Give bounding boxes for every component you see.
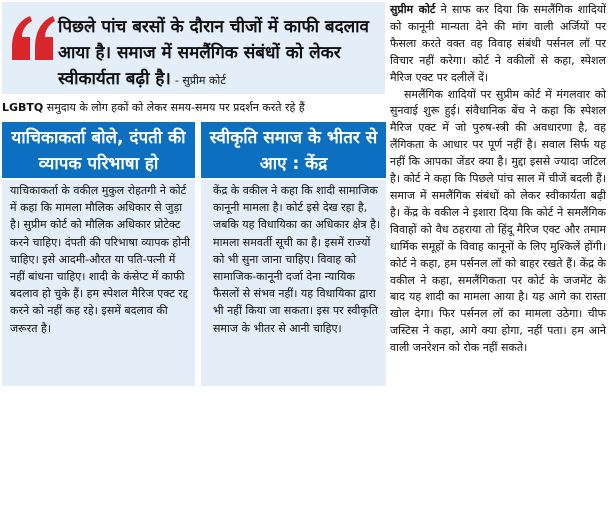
article-para-1-text: ने साफ कर दिया कि समलैंगिक शादियों को कानूनी मान्यता देने की मांग वाली अर्जियों पर फैसला करते वक्त वह विवाह संबंधी पर्सनल लॉ पर विचार नहीं करेगा। कोर्ट ने वकीलों से कहा, स्पेशल मैरिज एक्ट पर दलीलें दें। — [390, 3, 606, 84]
quote-body: पिछले पांच बरसों के दौरान चीजों में काफी बदलाव आया है। समाज में समलैंगिक संबंधों को लेकर स्वीकार्यता बढ़ी है। — [58, 17, 369, 89]
caption-text: समुदाय के लोग हकों को लेकर समय-समय पर प्रदर्शन करते रहे हैं — [46, 101, 305, 114]
article-para-1 — [390, 2, 606, 87]
right-box — [201, 180, 386, 386]
photo-caption — [2, 99, 387, 117]
left-box — [2, 180, 195, 386]
caption-lead: LGBTQ — [2, 101, 44, 114]
article-column — [390, 2, 606, 529]
quote-mark-icon — [8, 8, 58, 68]
quote-attribution: - सुप्रीम कोर्ट — [174, 74, 226, 87]
left-box-body: याचिकाकर्ता के वकील मुकुल रोहतगी ने कोर्ट में कहा कि मामला मौलिक अधिकार से जुड़ा है। सुप्रीम कोर्ट को मौलिक अधिकार प्रोटेक्ट करने चाहिए। दंपती की परिभाषा व्यापक होनी चाहिए। इसे आदमी-औरत या पति-पत्नी में नहीं बांधना चाहिए। शादी के कंसेप्ट में काफी बदलाव हो चुके हैं। हम स्पेशल मैरिज एक्ट रद्द करने को नहीं कह रहे। इसमें बदलाव की जरूरत है। — [10, 184, 191, 335]
left-box-heading: याचिकाकर्ता बोले, दंपती की व्यापक परिभाषा हो — [2, 122, 195, 178]
quote-text — [58, 14, 378, 94]
quote-box — [2, 2, 385, 94]
right-box-heading: स्वीकृति समाज के भीतर से आए : केंद्र — [201, 122, 386, 178]
article-para-2: समलैंगिक शादियों पर सुप्रीम कोर्ट में मंगलवार को सुनवाई शुरू हुई। संवैधानिक बेंच ने कहा कि स्पेशल मैरिज एक्ट में जो पुरुष-स्त्री की अवधारणा है, वह लैंगिकता के आधार पर पूर्ण नहीं है। सवाल सिर्फ यह नहीं कि आपका जेंडर क्या है। मुद्दा इससे ज्यादा जटिल है। कोर्ट ने कहा कि पिछले पांच साल में चीजें बदली हैं। समाज में समलैंगिक संबंधों को लेकर स्वीकार्यता बढ़ी है। केंद्र के वकील ने इशारा दिया कि कोर्ट ने समलैंगिक विवाहों को वैध ठहराया तो हिंदू मैरिज एक्ट और तमाम धार्मिक समूहों के विवाह कानूनों के लिए मुश्किलें होंगी। कोर्ट ने कहा, हम पर्सनल लॉ को बाहर रखते हैं। केंद्र के वकील ने कहा, समलैंगिकता पर कोर्ट के जजमेंट के बाद यह शादी का मामला आया है। यह आगे का रास्ता खोल देगा। फिर पर्सनल लॉ का मामला उठेगा। चीफ जस्टिस ने कहा, आगे क्या होगा, नहीं पता। हम आने वाली जनरेशन को रोक नहीं सकते। — [390, 87, 606, 355]
article-lead: सुप्रीम कोर्ट — [390, 3, 436, 16]
right-box-body: केंद्र के वकील ने कहा कि शादी सामाजिक कानूनी मामला है। कोर्ट इसे देख रहा है, जबकि यह विधायिका का अधिकार क्षेत्र है। मामला समवर्ती सूची का है। इसमें राज्यों को भी सुना जाना चाहिए। विवाह को सामाजिक-कानूनी दर्जा देना न्यायिक फैसलों से संभव नहीं। यह विधायिका द्वारा भी नहीं किया जा सकता। इस पर स्वीकृति समाज के भीतर से आनी चाहिए। — [213, 184, 381, 335]
